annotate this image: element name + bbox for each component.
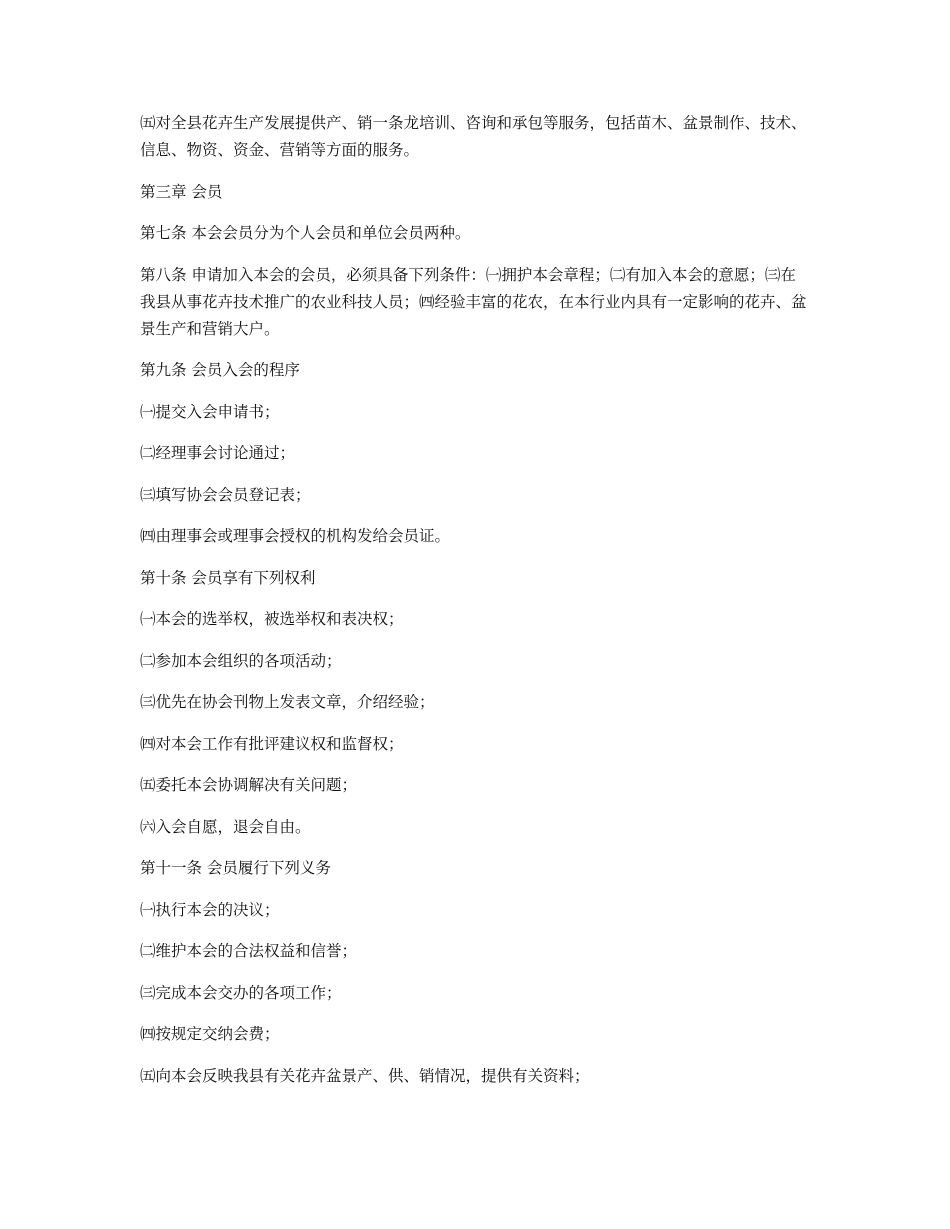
article-10-item-2: ㈡参加本会组织的各项活动； <box>140 651 342 670</box>
article-11-item-1: ㈠执行本会的决议； <box>140 900 280 919</box>
article-9-heading: 第九条 会员入会的程序 <box>140 361 300 379</box>
article-10-heading: 第十条 会员享有下列权利 <box>140 568 316 587</box>
article-9-item-4: ㈣由理事会或理事会授权的机构发给会员证。 <box>140 527 451 545</box>
article-9-item-3: ㈢填写协会会员登记表； <box>140 485 311 504</box>
article-11-heading: 第十一条 会员履行下列义务 <box>140 859 331 877</box>
paragraph-service-scope: ㈤对全县花卉生产发展提供产、销一条龙培训、咨询和承包等服务，包括苗木、盆景制作、技术、信息、物资、资金、营销等方面的服务。 <box>140 114 807 159</box>
article-10-item-5: ㈤委托本会协调解决有关问题； <box>140 776 358 794</box>
article-11-item-3: ㈢完成本会交办的各项工作； <box>140 983 342 1002</box>
article-11-item-5: ㈤向本会反映我县有关花卉盆景产、供、销情况，提供有关资料； <box>140 1066 590 1085</box>
article-10-item-4: ㈣对本会工作有批评建议权和监督权； <box>140 734 404 753</box>
article-10-item-3: ㈢优先在协会刊物上发表文章，介绍经验； <box>140 693 435 711</box>
article-11-item-4: ㈣按规定交纳会费； <box>140 1025 280 1043</box>
article-10-item-6: ㈥入会自愿，退会自由。 <box>140 817 311 836</box>
article-7: 第七条 本会会员分为个人会员和单位会员两种。 <box>140 224 471 242</box>
article-9-item-2: ㈡经理事会讨论通过； <box>140 444 296 462</box>
article-8: 第八条 申请加入本会的会员，必须具备下列条件：㈠拥护本会章程；㈡有加入本会的意愿；㈢在我县从事花卉技术推广的农业科技人员；㈣经验丰富的花农，在本行业内具有一定影响的花卉、盆景生产和营销大户。 <box>140 265 807 338</box>
article-10-item-1: ㈠本会的选举权，被选举权和表决权； <box>140 610 404 628</box>
chapter-heading-members: 第三章 会员 <box>140 182 223 201</box>
article-11-item-2: ㈡维护本会的合法权益和信誉； <box>140 942 358 960</box>
article-9-item-1: ㈠提交入会申请书； <box>140 402 280 421</box>
document-body <box>140 110 810 1104</box>
